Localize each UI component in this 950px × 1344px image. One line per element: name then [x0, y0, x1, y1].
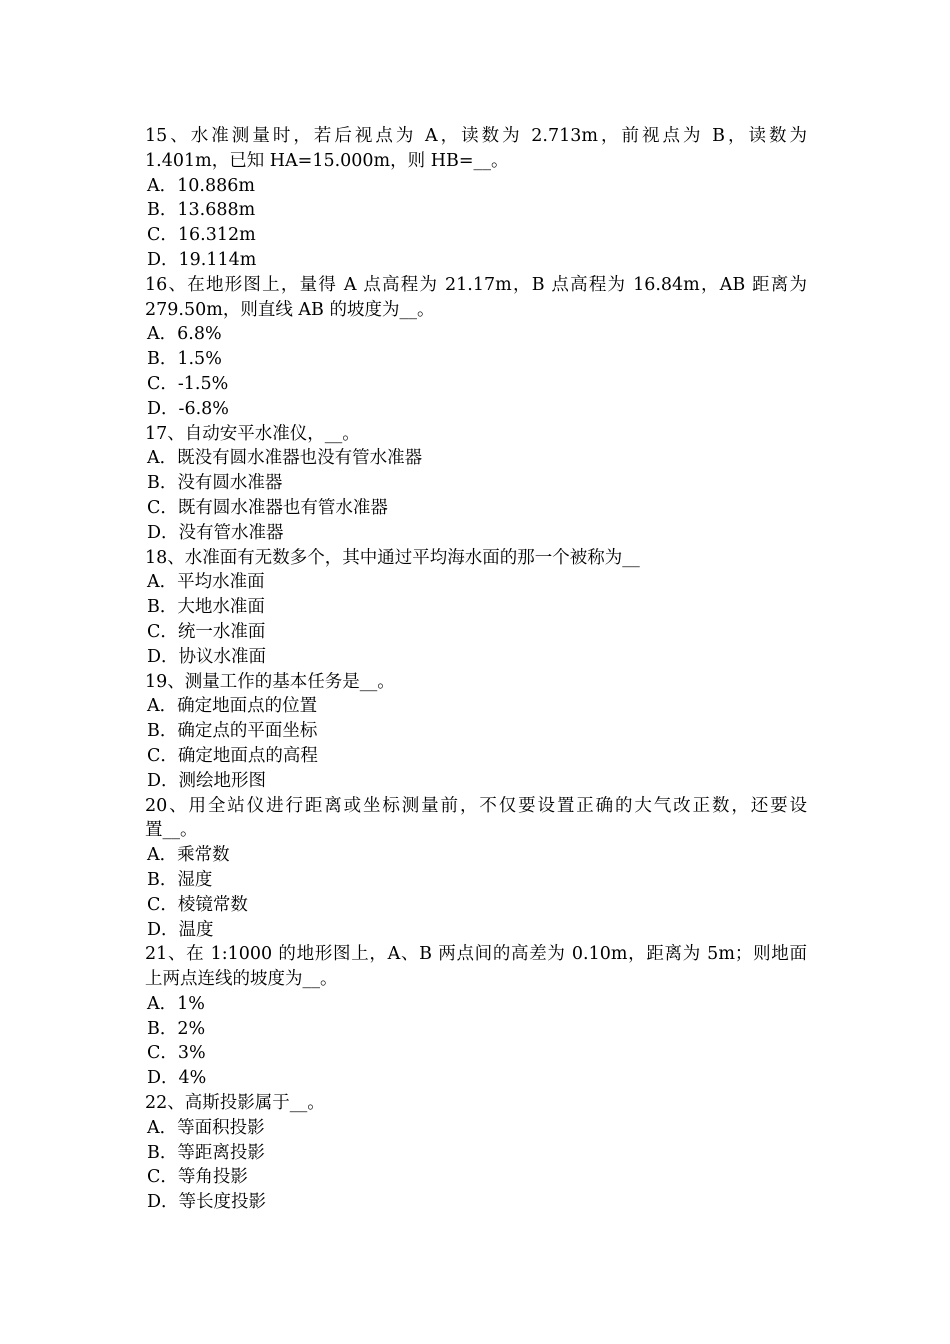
- document-page: [145, 124, 807, 1215]
- option-d: D．4%: [147, 1068, 207, 1089]
- option-b: B．等距离投影: [147, 1142, 265, 1163]
- option-a: A．6.8%: [147, 324, 222, 345]
- question-20: [145, 794, 807, 943]
- option-c: C．统一水准面: [147, 621, 266, 642]
- question-16: [145, 273, 807, 422]
- option-c: C．确定地面点的高程: [147, 745, 318, 766]
- option-b: B．13.688m: [147, 200, 256, 221]
- option-a: A．平均水准面: [147, 572, 265, 593]
- question-15: [145, 124, 807, 273]
- option-c: C．等角投影: [147, 1167, 248, 1188]
- question-text: 16、在地形图上，量得 A 点高程为 21.17m，B 点高程为 16.84m，AB 距离为: [145, 274, 807, 295]
- option-d: D．等长度投影: [147, 1192, 267, 1213]
- question-17: [145, 422, 807, 546]
- question-text: 1.401m，已知 HA=15.000m，则 HB=__。: [145, 150, 509, 171]
- option-d: D．协议水准面: [147, 646, 267, 667]
- question-22: [145, 1091, 807, 1215]
- option-d: D．温度: [147, 919, 214, 940]
- question-text: 上两点连线的坡度为__。: [145, 969, 338, 990]
- question-text: 22、高斯投影属于__。: [145, 1093, 325, 1114]
- option-c: C．3%: [147, 1043, 206, 1064]
- option-a: A．乘常数: [147, 845, 230, 866]
- option-b: B．没有圆水准器: [147, 473, 283, 494]
- option-b: B．确定点的平面坐标: [147, 721, 318, 742]
- option-b: B．1.5%: [147, 349, 222, 370]
- question-19: [145, 670, 807, 794]
- option-d: D．没有管水准器: [147, 522, 284, 543]
- question-text: 19、测量工作的基本任务是__。: [145, 671, 395, 692]
- question-text: 279.50m，则直线 AB 的坡度为__。: [145, 299, 435, 320]
- option-a: A．等面积投影: [147, 1117, 265, 1138]
- option-d: D．测绘地形图: [147, 770, 267, 791]
- option-c: C．16.312m: [147, 225, 256, 246]
- question-text: 21、在 1:1000 的地形图上，A、B 两点间的高差为 0.10m，距离为 5m；则地面: [145, 944, 807, 965]
- option-b: B．2%: [147, 1018, 206, 1039]
- question-text: 15、水准测量时，若后视点为 A，读数为 2.713m，前视点为 B，读数为: [145, 126, 807, 146]
- question-text: 18、水准面有无数多个，其中通过平均海水面的那一个被称为__: [145, 547, 640, 568]
- question-21: [145, 942, 807, 1091]
- option-a: A．1%: [147, 993, 205, 1014]
- option-c: C．-1.5%: [147, 373, 229, 394]
- option-d: D．19.114m: [147, 249, 257, 270]
- question-text: 20、用全站仪进行距离或坐标测量前，不仅要设置正确的大气改正数，还要设: [145, 795, 807, 816]
- option-d: D．-6.8%: [147, 398, 229, 419]
- option-a: A．10.886m: [147, 175, 255, 196]
- option-b: B．大地水准面: [147, 597, 265, 618]
- option-a: A．既没有圆水准器也没有管水准器: [147, 448, 423, 469]
- question-18: [145, 546, 807, 670]
- option-c: C．棱镜常数: [147, 894, 248, 915]
- question-text: 置__。: [145, 820, 198, 841]
- question-text: 17、自动安平水准仪，__。: [145, 423, 360, 444]
- option-b: B．湿度: [147, 869, 213, 890]
- option-a: A．确定地面点的位置: [147, 696, 318, 717]
- option-c: C．既有圆水准器也有管水准器: [147, 497, 388, 518]
